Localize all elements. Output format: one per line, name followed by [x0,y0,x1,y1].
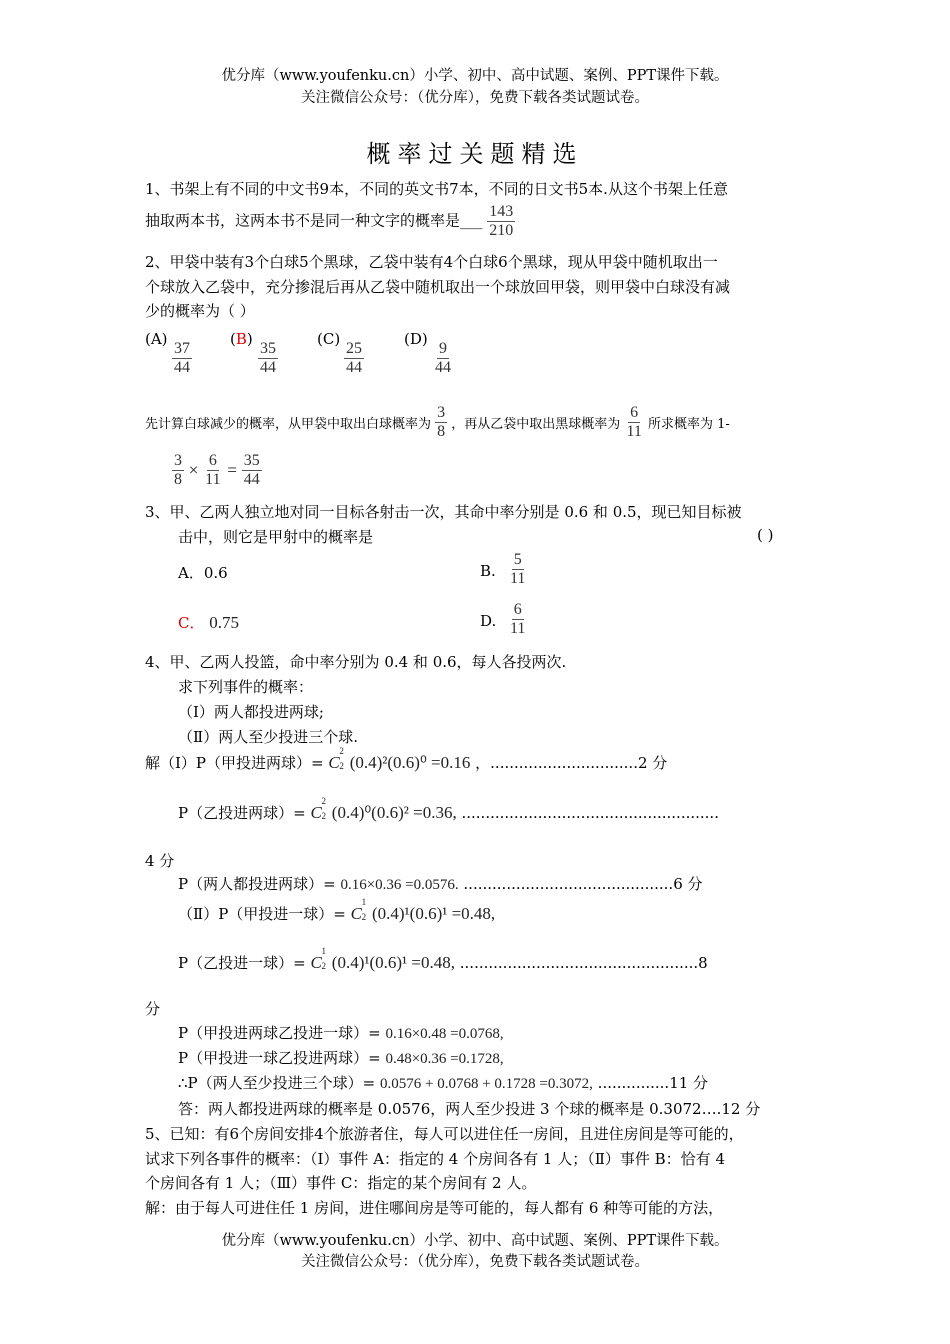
q1-answer-numerator: 143 [489,203,514,220]
q3-option-d-den: 11 [510,620,526,637]
q2-option-c-den: 44 [346,359,362,376]
q2-line-3: 少的概率为（ ） [145,302,255,320]
q4-step-2-score: 4 分 [145,852,175,870]
q3-line-2: 击中，则它是甲射中的概率是 [178,528,374,546]
q4-answer: 答：两人都投进两球的概率是 0.0576，两人至少投进 3 个球的概率是 0.3072….12 分 [178,1100,761,1118]
q2-solution-text-b: ，再从乙袋中取出黑球概率为 [451,417,621,432]
q1-answer-denominator: 210 [489,222,514,239]
q2-option-d-fraction [433,340,453,377]
q3-option-c [178,612,239,633]
q4-step-7-expr: 0.48×0.36 =0.1728, [385,1051,504,1067]
q4-step-5-score: 分 [145,1000,161,1018]
q4-step-1-tail: ，...............................2 分 [475,754,668,772]
q5-line-3: 个房间各有 1 人；（Ⅲ）事件 C：指定的某个房间有 2 人。 [145,1174,537,1192]
q4-line-4: （Ⅱ）两人至少投进三个球. [178,728,358,746]
q1-text: 抽取两本书，这两本书不是同一种文字的概率是___ [145,211,483,230]
q2-option-d [404,330,428,348]
q2-solution-times: × [188,460,199,480]
q3-option-d: D. [480,612,497,630]
q4-step-5 [178,946,708,973]
q2-option-c-label: (C) [317,330,341,348]
q2-option-a [145,330,168,348]
footer-line-1: 优分库（www.youfenku.cn）小学、初中、高中试题、案例、PPT课件下载。 [221,1233,729,1249]
q4-step-3 [178,873,703,894]
q4-line-1: 4、甲、乙两人投篮，命中率分别为 0.4 和 0.6，每人各投两次. [145,653,567,671]
q3-option-c-value: 0.75 [209,613,240,632]
q3-paren: ( ) [757,526,774,544]
q4-step-4 [178,897,496,924]
q2-solution-line-1 [145,404,730,441]
q2-solution-text-a: 先计算白球减少的概率，从甲袋中取出白球概率为 [145,417,432,432]
q5-line-1: 5、已知：有6个房间安排4个旅游者住，每人可以进住任一房间，且进住房间是等可能的， [145,1125,744,1143]
q4-step-5-expr: (0.4)¹(0.6)¹ =0.48, [331,953,455,972]
header-line-2: 关注微信公众号：（优分库），免费下载各类试题试卷。 [301,90,649,106]
q2-solution-f3-num: 35 [243,452,260,469]
q4-step-8-tail: ...............11 分 [597,1074,709,1092]
q3-option-d-fraction [508,601,527,638]
q4-step-3-tail: ............................................6 分 [463,875,703,893]
q2-solution-f2-den: 11 [626,423,642,440]
q4-step-7 [178,1047,504,1068]
q2-option-b: (B) [230,330,253,348]
q2-option-a-den: 44 [174,359,190,376]
q4-step-8-expr: 0.0576 + 0.0768 + 0.1728 =0.3072, [380,1076,593,1092]
q4-line-3: （Ⅰ）两人都投进两球; [178,703,324,721]
q3-option-a: A．0.6 [178,564,228,582]
q4-step-4-expr: (0.4)¹(0.6)¹ =0.48, [371,904,496,923]
q4-step-6-expr: 0.16×0.48 =0.0768, [385,1026,504,1042]
q4-step-4-math: C 1 2 (0.4)¹(0.6)¹ =0.48, [350,897,496,923]
q5-line-2: 试求下列各事件的概率：（Ⅰ）事件 A：指定的 4 个房间各有 1 人；（Ⅱ）事件 B：恰有 4 [145,1150,725,1168]
q2-option-a-fraction [172,340,192,377]
q2-line-1: 2、甲袋中装有3个白球5个黑球，乙袋中装有4个白球6个黑球，现从甲袋中随机取出一 [145,253,718,271]
q2-option-b-num: 35 [260,340,276,357]
q3-option-c-label: C． [178,614,205,632]
q4-step-1-label: 解（Ⅰ）P（甲投进两球）= [145,754,324,772]
q1-line-1: 1、书架上有不同的中文书9本，不同的英文书7本，不同的日文书5本.从这个书架上任意 [145,180,728,198]
q4-step-2 [178,796,719,823]
q3-option-d-num: 6 [513,601,522,618]
q5-line-4: 解：由于每人可进住任 1 房间，进住哪间房是等可能的，每人都有 6 种等可能的方法， [145,1199,724,1217]
q2-solution-equals: = [227,460,237,480]
q2-solution-text-c: 所求概率为 1- [648,417,730,432]
q4-step-2-expr: (0.4)⁰(0.6)² =0.36, [331,803,457,822]
q2-option-c-fraction [344,340,364,377]
q4-step-7-label: P（甲投进一球乙投进两球）= [178,1049,381,1067]
q2-solution-f3-den: 44 [243,471,260,488]
q4-step-1-expr: (0.4)²(0.6)⁰ =0.16 [349,753,471,772]
q2-solution-f1-num: 3 [437,404,446,421]
q4-step-3-expr: 0.16×0.36 =0.0576. [340,877,459,893]
q1-answer-fraction [487,203,515,240]
q2-option-d-label: (D) [404,330,428,348]
q2-option-c-num: 25 [346,340,362,357]
q2-option-b-den: 44 [260,359,276,376]
q4-step-1-math: C 2 2 (0.4)²(0.6)⁰ =0.16 [328,746,471,772]
q3-option-b-num: 5 [513,551,522,568]
q4-step-8-label: ∴P（两人至少投进三个球）= [178,1074,376,1092]
q4-step-6-label: P（甲投进两球乙投进一球）= [178,1024,381,1042]
q2-solution-f4-num: 3 [174,452,182,469]
q2-option-d-num: 9 [439,340,447,357]
q4-step-4-label: （Ⅱ）P（甲投进一球）= [178,905,346,923]
q2-solution-f5-num: 6 [208,452,217,469]
q2-line-2: 个球放入乙袋中，充分掺混后再从乙袋中随机取出一个球放回甲袋，则甲袋中白球没有减 [145,278,731,296]
q1-line-2 [145,203,515,240]
q2-solution-f5-den: 11 [205,471,221,488]
q2-option-a-label: (A) [145,330,168,348]
header-line-1: 优分库（www.youfenku.cn）小学、初中、高中试题、案例、PPT课件下载。 [221,68,729,84]
q4-step-6 [178,1022,504,1043]
q2-option-b-fraction [258,340,278,377]
q4-step-8 [178,1072,708,1093]
q4-step-5-math: C 1 2 (0.4)¹(0.6)¹ =0.48, [310,946,455,972]
q4-step-5-tail: ..................................................8 [459,954,708,972]
q4-step-2-label: P（乙投进两球）= [178,804,306,822]
q2-solution-f2-num: 6 [630,404,639,421]
q2-option-d-den: 44 [435,359,451,376]
q4-step-5-label: P（乙投进一球）= [178,954,306,972]
q3-option-b-den: 11 [510,570,526,587]
page-title: 概率过关题精选 [366,140,584,168]
q4-line-2: 求下列事件的概率： [178,678,314,696]
q2-solution-f1-den: 8 [437,423,446,440]
q2-solution-line-2 [172,452,262,489]
q3-option-b: B. [480,562,496,580]
q2-option-c [317,330,340,348]
q4-step-3-label: P（两人都投进两球）= [178,875,336,893]
q3-option-b-fraction [508,551,527,588]
q4-step-2-tail: ...................................................... [461,804,719,822]
q3-line-1: 3、甲、乙两人独立地对同一目标各射击一次，其命中率分别是 0.6 和 0.5，现已知目标被 [145,503,742,521]
q2-option-a-num: 37 [174,340,190,357]
footer-line-2: 关注微信公众号：（优分库），免费下载各类试题试卷。 [301,1254,649,1270]
q4-step-1 [145,746,668,773]
q4-step-2-math: C 2 2 (0.4)⁰(0.6)² =0.36, [310,796,457,822]
q2-solution-f4-den: 8 [174,471,182,488]
